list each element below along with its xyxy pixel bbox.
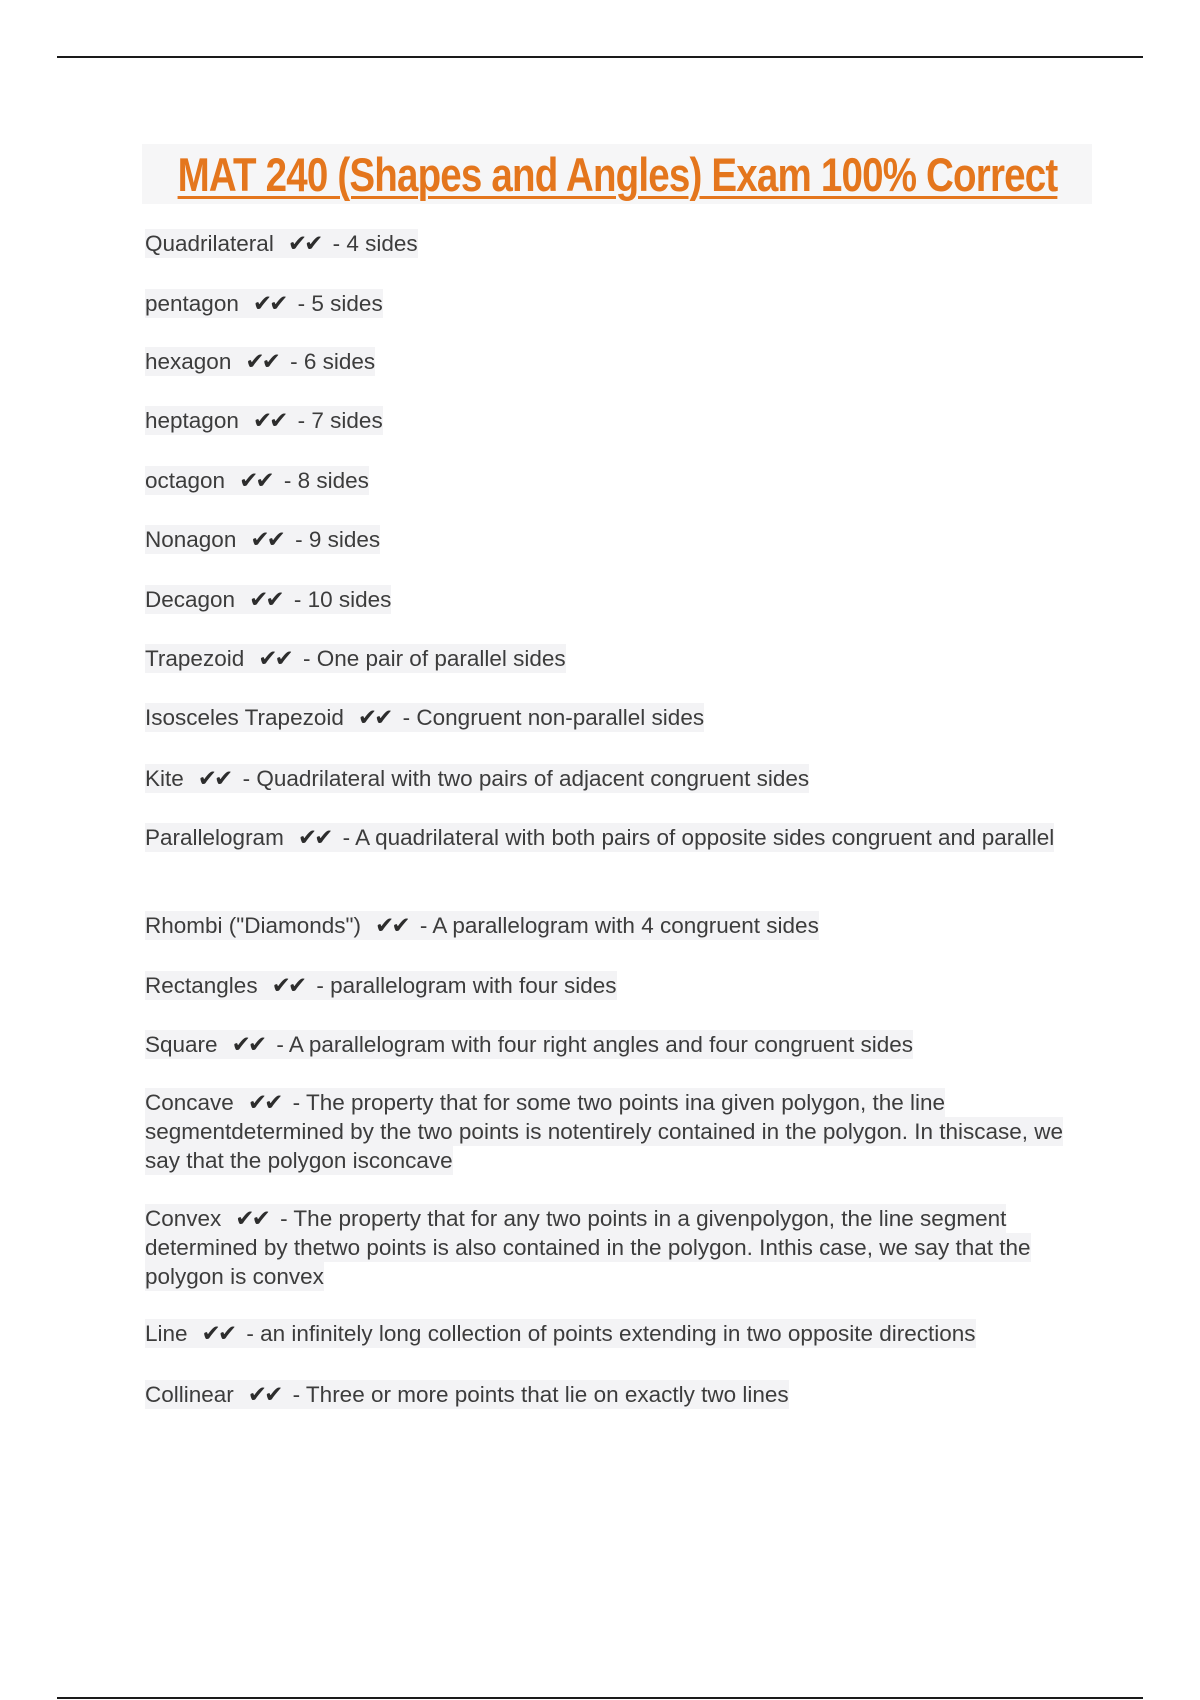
- definition: - A parallelogram with four right angles and four congruent sides: [270, 1032, 913, 1057]
- term: Parallelogram: [145, 825, 284, 850]
- qa-item: [145, 971, 617, 1000]
- check-icon: ✔✔: [375, 912, 408, 938]
- term: Quadrilateral: [145, 231, 274, 256]
- qa-item: [145, 1319, 976, 1348]
- check-icon: ✔✔: [249, 586, 282, 612]
- qa-item: [145, 466, 369, 495]
- check-icon: ✔✔: [235, 1205, 268, 1231]
- definition: - Congruent non-parallel sides: [396, 705, 705, 730]
- check-icon: ✔✔: [231, 1031, 265, 1057]
- qa-item: [145, 703, 704, 732]
- check-icon: ✔✔: [258, 645, 291, 671]
- bottom-rule: [57, 1697, 1143, 1699]
- document-title: MAT 240 (Shapes and Angles) Exam 100% Correct: [177, 147, 1057, 201]
- qa-item: [145, 406, 383, 435]
- term: hexagon: [145, 349, 232, 374]
- term: Collinear: [145, 1382, 234, 1407]
- qa-item: [145, 764, 809, 793]
- check-icon: ✔✔: [197, 765, 231, 791]
- definition: - The property that for some two points ina given polygon, the line segmentdetermined by the two points is notentirely contained in the polygon. In thiscase, we say that the polygon isconcave: [145, 1090, 1064, 1173]
- qa-item: [145, 289, 383, 318]
- definition: - an infinitely long collection of points extending in two opposite directions: [240, 1321, 976, 1346]
- check-icon: ✔✔: [247, 1381, 281, 1407]
- term: Convex: [145, 1206, 222, 1231]
- qa-item: [145, 525, 380, 554]
- definition: - 8 sides: [277, 468, 369, 493]
- definition: - One pair of parallel sides: [296, 646, 566, 671]
- term: Trapezoid: [145, 646, 245, 671]
- term: pentagon: [145, 291, 239, 316]
- qa-item: [145, 585, 391, 614]
- qa-item: [145, 644, 566, 673]
- definition: - The property that for any two points in a givenpolygon, the line segment determined by thetwo points is also contained in the polygon. Inthis case, we say that the polygon is convex: [145, 1206, 1031, 1289]
- definition: - 4 sides: [326, 231, 418, 256]
- check-icon: ✔✔: [252, 407, 286, 433]
- term: Rhombi ("Diamonds"): [145, 913, 362, 938]
- definition: - 7 sides: [291, 408, 383, 433]
- qa-item: [145, 1204, 1085, 1291]
- definition: - A parallelogram with 4 congruent sides: [413, 913, 819, 938]
- definition: - Quadrilateral with two pairs of adjacent congruent sides: [236, 766, 810, 791]
- qa-item: [145, 823, 1085, 852]
- check-icon: ✔✔: [247, 1089, 281, 1115]
- check-icon: ✔✔: [357, 704, 391, 730]
- title-banner: [142, 144, 1092, 204]
- check-icon: ✔✔: [252, 290, 286, 316]
- check-icon: ✔✔: [245, 348, 278, 374]
- term: Kite: [145, 766, 184, 791]
- term: Decagon: [145, 587, 236, 612]
- definition: - 5 sides: [291, 291, 383, 316]
- term: heptagon: [145, 408, 239, 433]
- term: octagon: [145, 468, 226, 493]
- qa-item: [145, 347, 375, 376]
- qa-item: [145, 229, 418, 258]
- check-icon: ✔✔: [297, 824, 331, 850]
- definition: - A quadrilateral with both pairs of opposite sides congruent and parallel: [336, 825, 1055, 850]
- term: Isosceles Trapezoid: [145, 705, 344, 730]
- top-rule: [57, 56, 1143, 58]
- term: Nonagon: [145, 527, 237, 552]
- definition: - 10 sides: [287, 587, 392, 612]
- definition: - parallelogram with four sides: [310, 973, 617, 998]
- definition: - 9 sides: [288, 527, 381, 552]
- definition: - 6 sides: [283, 349, 376, 374]
- qa-item: [145, 1030, 913, 1059]
- check-icon: ✔✔: [239, 467, 272, 493]
- term: Rectangles: [145, 973, 258, 998]
- check-icon: ✔✔: [271, 972, 305, 998]
- qa-item: [145, 1088, 1085, 1175]
- check-icon: ✔✔: [201, 1320, 235, 1346]
- qa-item: [145, 911, 819, 940]
- term: Square: [145, 1032, 218, 1057]
- definition: - Three or more points that lie on exactly two lines: [286, 1382, 789, 1407]
- check-icon: ✔✔: [287, 230, 321, 256]
- check-icon: ✔✔: [250, 526, 283, 552]
- term: Concave: [145, 1090, 234, 1115]
- qa-item: [145, 1380, 789, 1409]
- term: Line: [145, 1321, 188, 1346]
